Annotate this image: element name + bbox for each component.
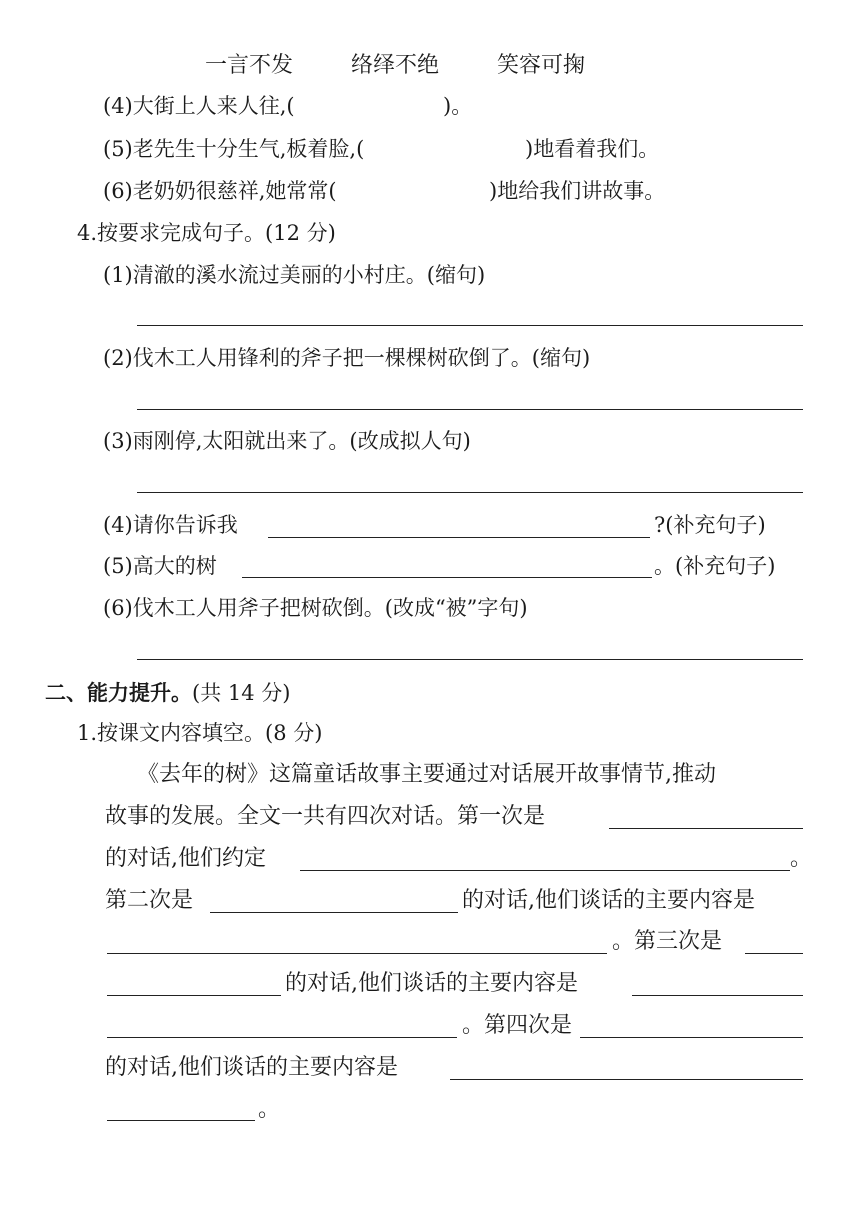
- answer-line[interactable]: [137, 492, 803, 493]
- idiom-bank: [205, 53, 585, 79]
- passage-text: 的对话,他们谈话的主要内容是: [105, 1055, 398, 1080]
- answer-line[interactable]: [137, 409, 803, 410]
- fill-item-6-post: )地给我们讲故事。: [489, 179, 666, 203]
- answer-line[interactable]: [632, 995, 803, 996]
- answer-line[interactable]: [210, 912, 458, 913]
- q4-item-5: (5)高大的树: [103, 554, 217, 578]
- section-2-score: (共 14 分): [192, 681, 291, 705]
- idiom: 笑容可掬: [497, 53, 586, 78]
- passage-text: 。: [790, 846, 813, 871]
- section-2-title: 二、能力提升。: [45, 681, 192, 705]
- idiom: 络绎不绝: [351, 53, 440, 78]
- q4-item-3: (3)雨刚停,太阳就出来了。(改成拟人句): [103, 429, 471, 453]
- answer-line[interactable]: [107, 1037, 457, 1038]
- answer-line[interactable]: [107, 953, 607, 954]
- question-1-heading: 1.按课文内容填空。(8 分): [77, 721, 323, 745]
- q4-item-1: (1)清澈的溪水流过美丽的小村庄。(缩句): [103, 263, 486, 287]
- passage-text: 。: [258, 1097, 281, 1122]
- q4-item-6: (6)伐木工人用斧子把树砍倒。(改成“被”字句): [103, 596, 528, 620]
- answer-line[interactable]: [137, 659, 803, 660]
- passage-text: 。第四次是: [462, 1013, 573, 1038]
- answer-line[interactable]: [107, 995, 281, 996]
- passage-text: 第二次是: [105, 888, 194, 913]
- passage-text: 的对话,他们谈话的主要内容是: [462, 888, 755, 913]
- passage-text: 。第三次是: [612, 929, 723, 954]
- answer-line[interactable]: [450, 1079, 803, 1080]
- fill-item-4-pre: (4)大街上人来人往,(: [103, 94, 295, 118]
- answer-line[interactable]: [242, 577, 652, 578]
- answer-line[interactable]: [300, 870, 790, 871]
- passage-text: 故事的发展。全文一共有四次对话。第一次是: [105, 804, 546, 829]
- fill-item-4-post: )。: [443, 94, 473, 118]
- fill-item-6-pre: (6)老奶奶很慈祥,她常常(: [103, 179, 337, 203]
- fill-item-5-post: )地看着我们。: [525, 137, 660, 161]
- answer-line[interactable]: [745, 953, 803, 954]
- question-4-heading: 4.按要求完成句子。(12 分): [77, 221, 336, 245]
- passage-text: 的对话,他们约定: [105, 846, 266, 871]
- answer-line[interactable]: [268, 537, 650, 538]
- answer-line[interactable]: [137, 325, 803, 326]
- q4-item-4: (4)请你告诉我: [103, 513, 238, 537]
- idiom: 一言不发: [205, 53, 294, 78]
- answer-line[interactable]: [609, 828, 803, 829]
- answer-line[interactable]: [580, 1037, 803, 1038]
- q4-item-4-suffix: ?(补充句子): [654, 513, 766, 537]
- passage-text: 的对话,他们谈话的主要内容是: [285, 971, 578, 996]
- q4-item-2: (2)伐木工人用锋利的斧子把一棵棵树砍倒了。(缩句): [103, 346, 591, 370]
- q4-item-5-suffix: 。(补充句子): [654, 554, 776, 578]
- fill-item-5-pre: (5)老先生十分生气,板着脸,(: [103, 137, 365, 161]
- answer-line[interactable]: [107, 1120, 255, 1121]
- section-2-heading: [45, 680, 290, 706]
- passage-line-1: 《去年的树》这篇童话故事主要通过对话展开故事情节,推动: [137, 762, 716, 787]
